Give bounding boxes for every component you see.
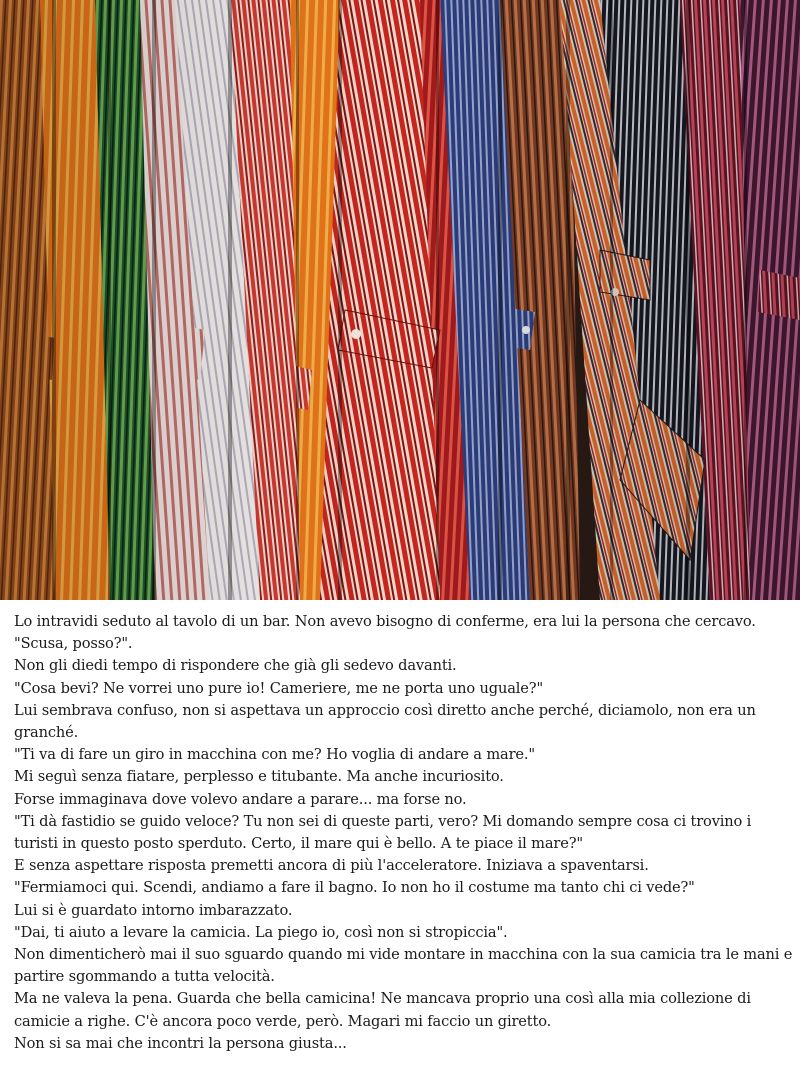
story-line: E senza aspettare risposta premetti ancora di più l'acceleratore. Iniziava a spaventarsi. (14, 857, 649, 875)
story-line: Mi seguì senza fiatare, perplesso e titubante. Ma anche incuriosito. (14, 768, 504, 786)
story-line: "Scusa, posso?". (14, 635, 133, 653)
story-line: Non dimenticherò mai il suo sguardo quando mi vide montare in macchina con la sua camicia tra le mani e partire sgommando a tutta velocità. (14, 946, 793, 986)
story-line: Lo intravidi seduto al tavolo di un bar. Non avevo bisogno di conferme, era lui la persona che cercavo. (14, 613, 756, 630)
story-line: "Dai, ti aiuto a levare la camicia. La piego io, così non si stropiccia". (14, 923, 508, 941)
story-line: Lui si è guardato intorno imbarazzato. (14, 901, 293, 919)
story-line: "Ti dà fastidio se guido veloce? Tu non sei di queste parti, vero? Mi domando sempre cosa ci trovino i turisti in questo posto sperduto. Certo, il mare qui è bello. A te piace il mare?" (14, 812, 752, 853)
story-line: Lui sembrava confuso, non si aspettava un approccio così diretto anche perché, diciamolo, non era un granché. (14, 701, 756, 742)
story-line: "Fermiamoci qui. Scendi, andiamo a fare il bagno. Io non ho il costume ma tanto chi ci vede?" (14, 879, 695, 897)
story-line: Non si sa mai che incontri la persona giusta... (14, 1034, 347, 1052)
story-text (14, 611, 794, 1055)
story-line: "Cosa bevi? Ne vorrei uno pure io! Cameriere, me ne porta uno uguale?" (14, 679, 544, 697)
story-line: Ma ne valeva la pena. Guarda che bella camicina! Ne mancava proprio una così alla mia collezione di camicie a righe. C'è ancora poco verde, però. Magari mi faccio un giretto. (14, 990, 751, 1030)
story-line: Forse immaginava dove volevo andare a parare... ma forse no. (14, 790, 467, 808)
story-line: Non gli diedi tempo di rispondere che già gli sedevo davanti. (14, 657, 457, 675)
story-line: "Ti va di fare un giro in macchina con me? Ho voglia di andare a mare." (14, 746, 535, 764)
